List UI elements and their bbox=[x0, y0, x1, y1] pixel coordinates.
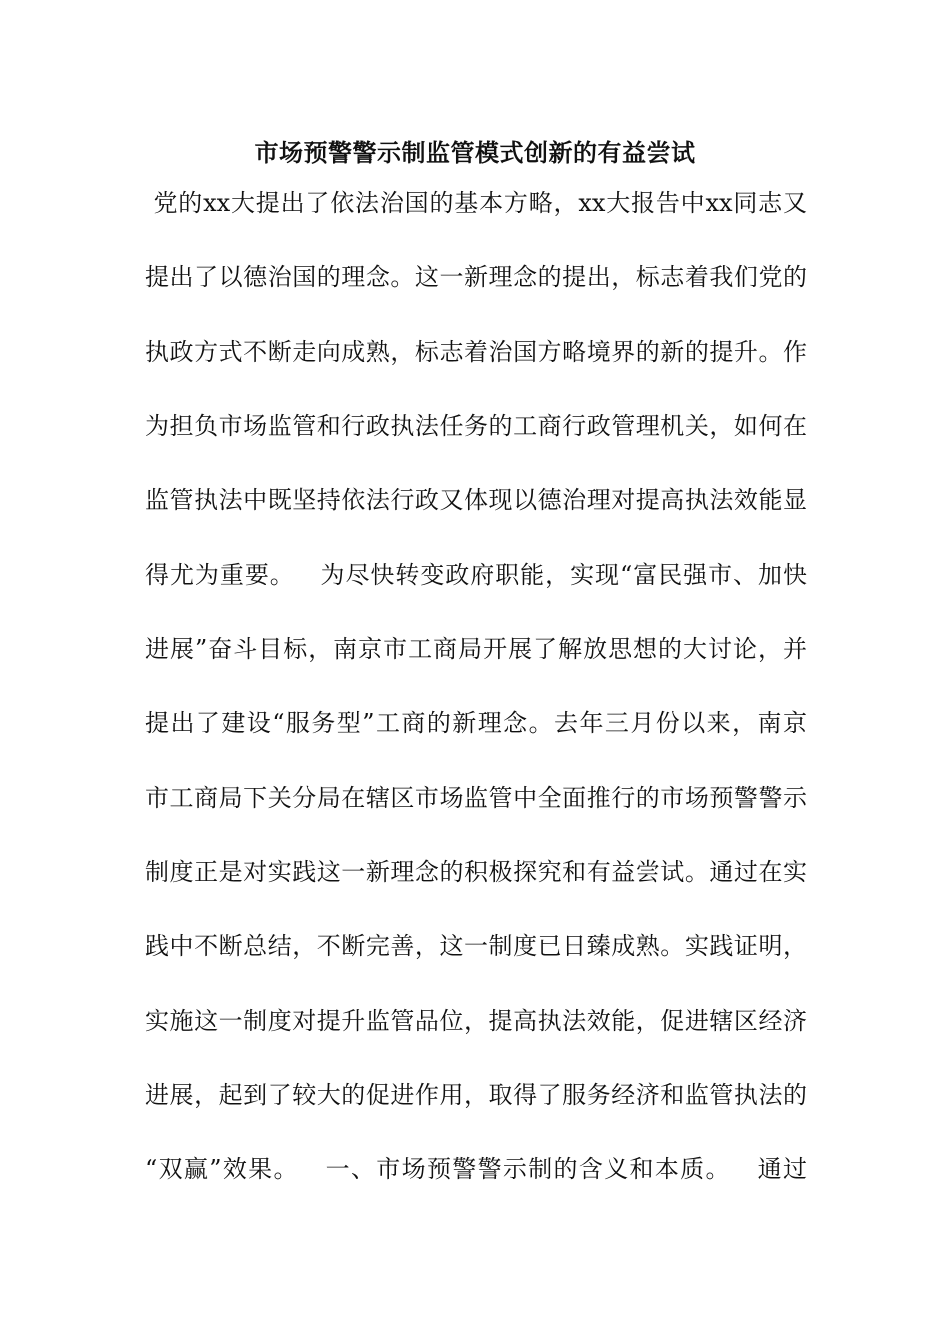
body-line: 提出了建设“服务型”工商的新理念。去年三月份以来，南京 bbox=[145, 709, 807, 737]
document-title: 市场预警警示制监管模式创新的有益尝试 bbox=[254, 138, 696, 167]
body-line: 市工商局下关分局在辖区市场监管中全面推行的市场预警警示 bbox=[145, 784, 807, 812]
body-line: “双赢”效果。 一、市场预警警示制的含义和本质。 通过 bbox=[145, 1155, 807, 1183]
body-line: 制度正是对实践这一新理念的积极探究和有益尝试。通过在实 bbox=[145, 858, 807, 886]
body-line: 得尤为重要。 为尽快转变政府职能，实现“富民强市、加快 bbox=[145, 561, 807, 589]
body-line: 践中不断总结，不断完善，这一制度已日臻成熟。实践证明， bbox=[145, 932, 807, 960]
body-line: 为担负市场监管和行政执法任务的工商行政管理机关，如何在 bbox=[145, 412, 807, 440]
body-line: 进展”奋斗目标，南京市工商局开展了解放思想的大讨论，并 bbox=[145, 635, 807, 663]
body-line: 党的xx大提出了依法治国的基本方略，xx大报告中xx同志又 bbox=[145, 189, 807, 217]
body-line: 实施这一制度对提升监管品位，提高执法效能，促进辖区经济 bbox=[145, 1007, 807, 1035]
body-line: 监管执法中既坚持依法行政又体现以德治理对提高执法效能显 bbox=[145, 486, 807, 514]
body-line: 提出了以德治国的理念。这一新理念的提出，标志着我们党的 bbox=[145, 263, 807, 291]
body-line: 执政方式不断走向成熟，标志着治国方略境界的新的提升。作 bbox=[145, 338, 807, 366]
body-line: 进展，起到了较大的促进作用，取得了服务经济和监管执法的 bbox=[145, 1081, 807, 1109]
